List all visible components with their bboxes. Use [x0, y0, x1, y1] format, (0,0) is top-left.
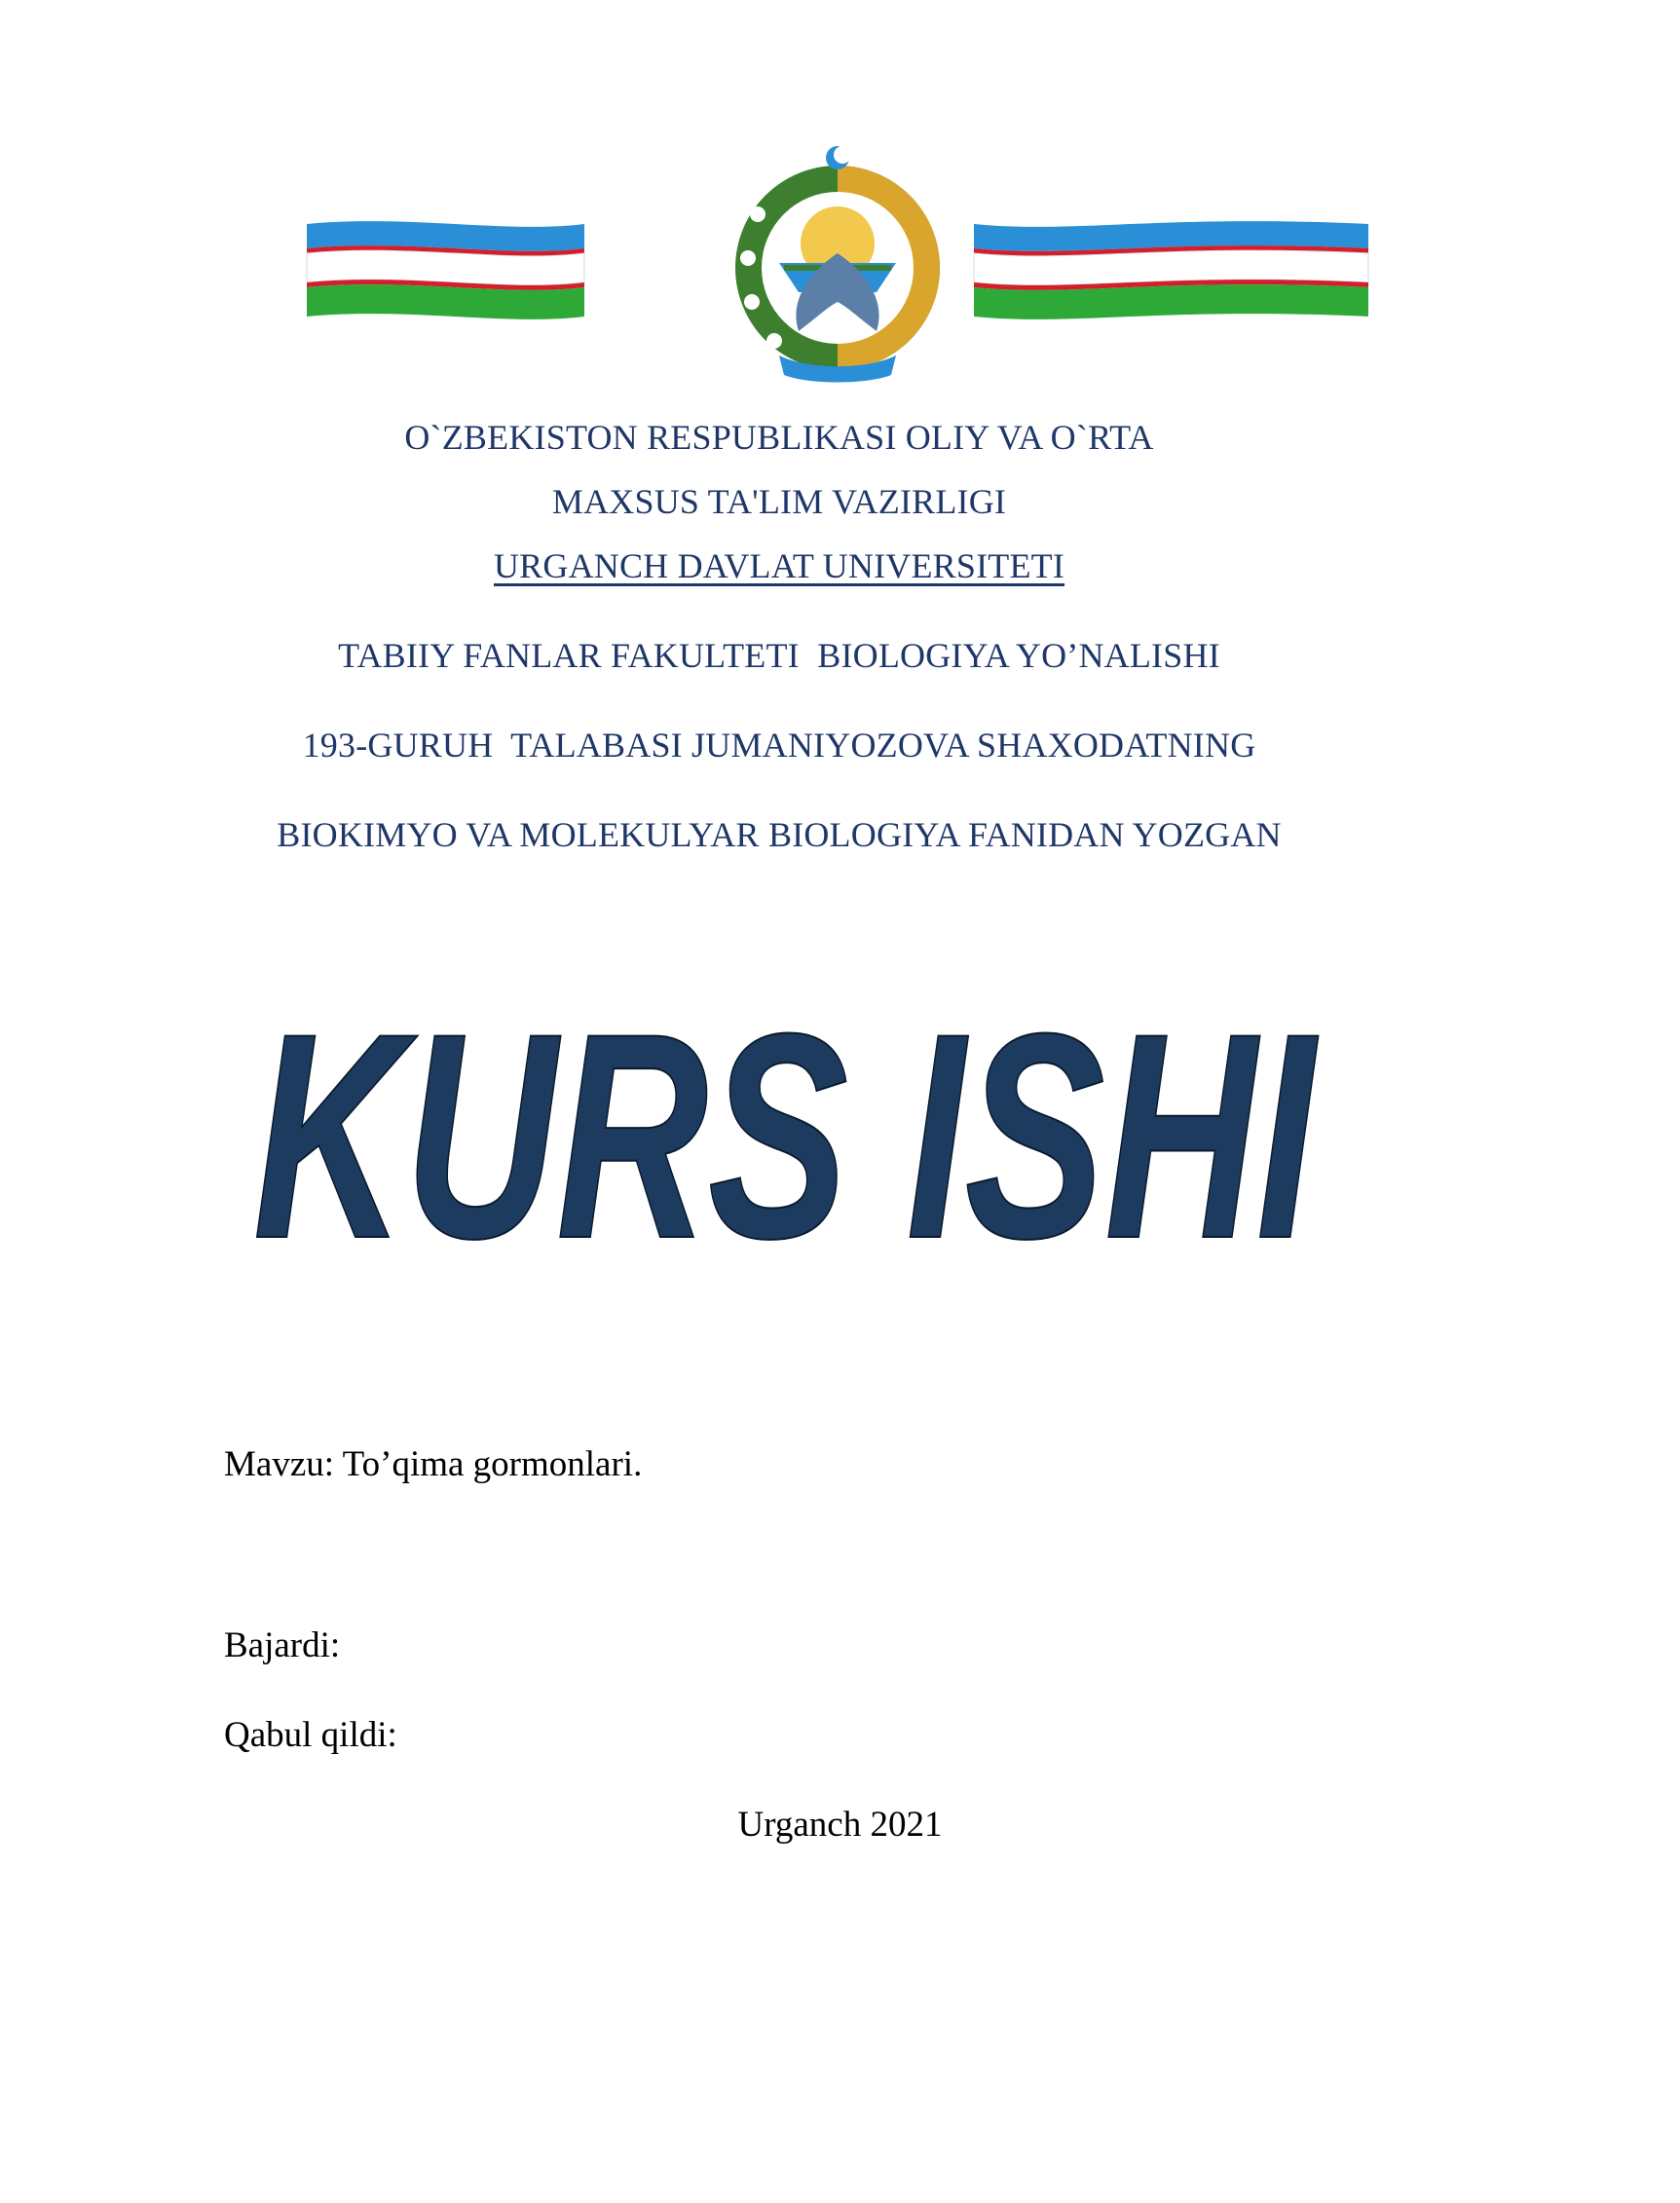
title-text: KURS ISHI — [253, 972, 1320, 1299]
accepted-by-label: Qabul qildi: — [224, 1715, 397, 1755]
document-title — [224, 950, 1344, 1299]
performed-by-label: Bajardi: — [224, 1625, 341, 1665]
faculty-line: TABIIY FANLAR FAKULTETI BIOLOGIYA YO’NALISHI — [338, 636, 1220, 675]
city-year: Urganch 2021 — [737, 1805, 943, 1845]
state-emblem-icon — [735, 146, 940, 383]
topic-line: Mavzu: To’qima gormonlari. — [224, 1444, 643, 1484]
student-line: 193-GURUH TALABASI JUMANIYOZOVA SHAXODATNING — [302, 726, 1256, 765]
subject-line: BIOKIMYO VA MOLEKULYAR BIOLOGIYA FANIDAN YOZGAN — [277, 815, 1282, 854]
university-name: URGANCH DAVLAT UNIVERSITETI — [493, 546, 1065, 585]
ministry-line-1: O`ZBEKISTON RESPUBLIKASI OLIY VA O`RTA — [404, 418, 1154, 457]
ministry-line-2: MAXSUS TA'LIM VAZIRLIGI — [551, 482, 1007, 521]
emblem-banner — [292, 146, 1383, 399]
